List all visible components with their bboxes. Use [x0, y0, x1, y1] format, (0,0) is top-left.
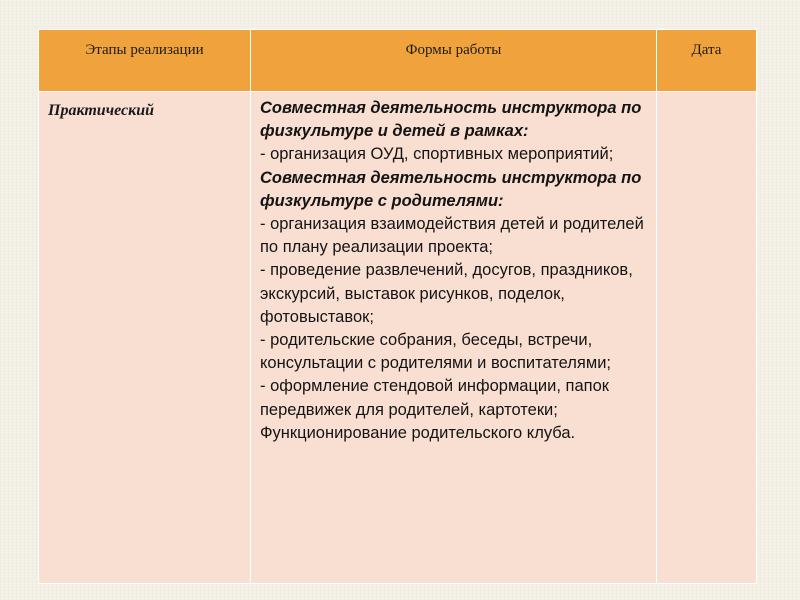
forms-item: - организация взаимодействия детей и родителей по плану реализации проекта; [260, 215, 644, 257]
table-header-row [39, 30, 757, 92]
forms-item: - оформление стендовой информации, папок передвижек для родителей, картотеки; [260, 377, 609, 419]
forms-item: - родительские собрания, беседы, встречи, консультации с родителями и воспитателями; [260, 331, 612, 373]
header-date: Дата [657, 30, 757, 92]
stage-cell: Практический [39, 92, 251, 584]
stages-table [38, 29, 757, 584]
forms-item: - организация ОУД, спортивных мероприятий; [260, 145, 614, 164]
forms-cell [251, 92, 657, 584]
forms-heading-parents: Совместная деятельность инструктора по физкультуре с родителями: [260, 168, 642, 210]
forms-item-club: Функционирование родительского клуба. [260, 423, 576, 442]
date-cell [657, 92, 757, 584]
forms-heading-children: Совместная деятельность инструктора по физкультуре и детей в рамках: [260, 99, 642, 141]
header-stages: Этапы реализации [39, 30, 251, 92]
table-row [39, 92, 757, 584]
header-forms: Формы работы [251, 30, 657, 92]
forms-item: - проведение развлечений, досугов, праздников, экскурсий, выставок рисунков, поделок, фотовыставок; [260, 261, 633, 326]
